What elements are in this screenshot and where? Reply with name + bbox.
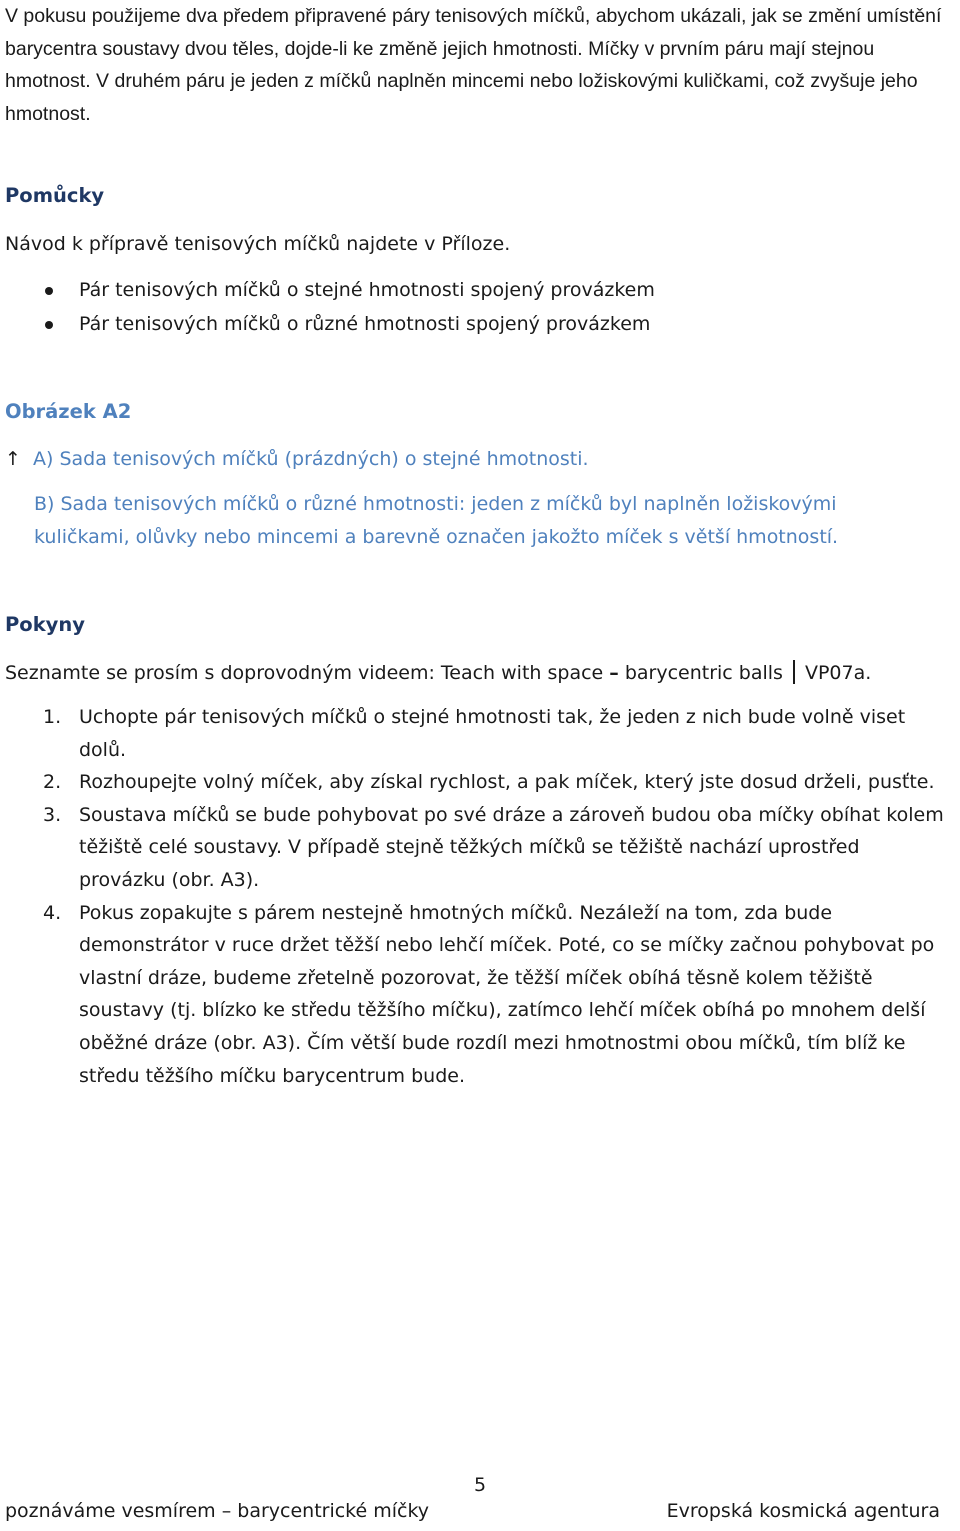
list-item-text: Pár tenisových míčků o různé hmotnosti spojený provázkem [79,312,651,335]
page-number: 5 [473,1474,487,1496]
step-number: 3. [43,803,62,826]
step-number: 1. [43,706,62,728]
video-code: VP07a. [804,662,872,684]
bullet-icon [45,287,53,295]
arrow-up-icon: ↑ [5,448,21,470]
figure-heading: Obrázek A2 [5,400,132,423]
pomucky-intro: Návod k přípravě tenisových míčků najdete v Příloze. [5,233,511,255]
pomucky-heading: Pomůcky [5,184,105,207]
step-text: Uchopte pár tenisových míčků o stejné hmotnosti tak, že jeden z nich bude volně viset dolů. [79,706,906,761]
step-item [0,766,950,799]
footer-right-text: Evropská kosmická agentura [666,1500,940,1522]
step-text: Pokus zopakujte s párem nestejně hmotných míčků. Nezáleží na tom, zda bude demonstrátor v ruce držet těžší nebo lehčí míček. Poté, co se míčky začnou pohybovat po vlastní dráze, budeme zřetelně pozorovat, že těžší míček obíhá těsně kolem těžiště soustavy (tj. blízko ke středu těžšího míčku), zatímco lehčí míček obíhá po mnohem delší oběžné dráze (obr. A3). Čím větší bude rozdíl mezi hmotnostmi obou míčků, tím blíž ke středu těžšího míčku barycentrum bude. [79,901,935,1087]
footer-left-text: poznáváme vesmírem – barycentrické míčky [5,1500,430,1522]
video-title: barycentric balls [618,662,783,684]
step-number: 4. [43,901,62,924]
video-dash: – [609,662,619,684]
video-intro-text: Seznamte se prosím s doprovodným videem: Teach with space [5,662,610,684]
list-item-text: Pár tenisových míčků o stejné hmotnosti spojený provázkem [79,279,655,301]
pokyny-steps [0,701,950,1092]
step-item [0,701,950,766]
video-reference [5,657,871,690]
intro-paragraph: V pokusu použijeme dva předem připravené páry tenisových míčků, abychom ukázali, jak se změní umístění barycentra soustavy dvou těles, dojde-li ke změně jejich hmotnosti. Míčky v prvním páru mají stejnou hmotnost. V druhém páru je jeden z míčků naplněn mincemi nebo ložiskovými kuličkami, což zvyšuje jeho hmotnost. [5,5,942,125]
bullet-icon [45,321,53,329]
step-item [0,799,950,897]
pokyny-heading: Pokyny [5,613,85,636]
list-item [0,308,655,342]
step-text: Soustava míčků se bude pohybovat po své dráze a zároveň budou oba míčky obíhat kolem těžiště celé soustavy. V případě stejně těžkých míčků se těžiště nachází uprostřed provázku (obr. A3). [79,803,944,891]
list-item [0,274,655,308]
step-number: 2. [43,771,62,794]
figure-caption-b: B) Sada tenisových míčků o různé hmotnosti: jeden z míčků byl naplněn ložiskovými kuličkami, olůvky nebo mincemi a barevně označen jakožto míček s větší hmotností. [34,493,839,548]
step-text: Rozhoupejte volný míček, aby získal rychlost, a pak míček, který jste dosud drželi, pusťte. [79,771,935,794]
figure-caption-a [5,443,589,476]
pomucky-list [0,274,655,341]
step-item [0,897,950,1093]
caption-a-text: A) Sada tenisových míčků (prázdných) o stejné hmotnosti. [33,448,589,470]
separator-bar [793,660,795,684]
